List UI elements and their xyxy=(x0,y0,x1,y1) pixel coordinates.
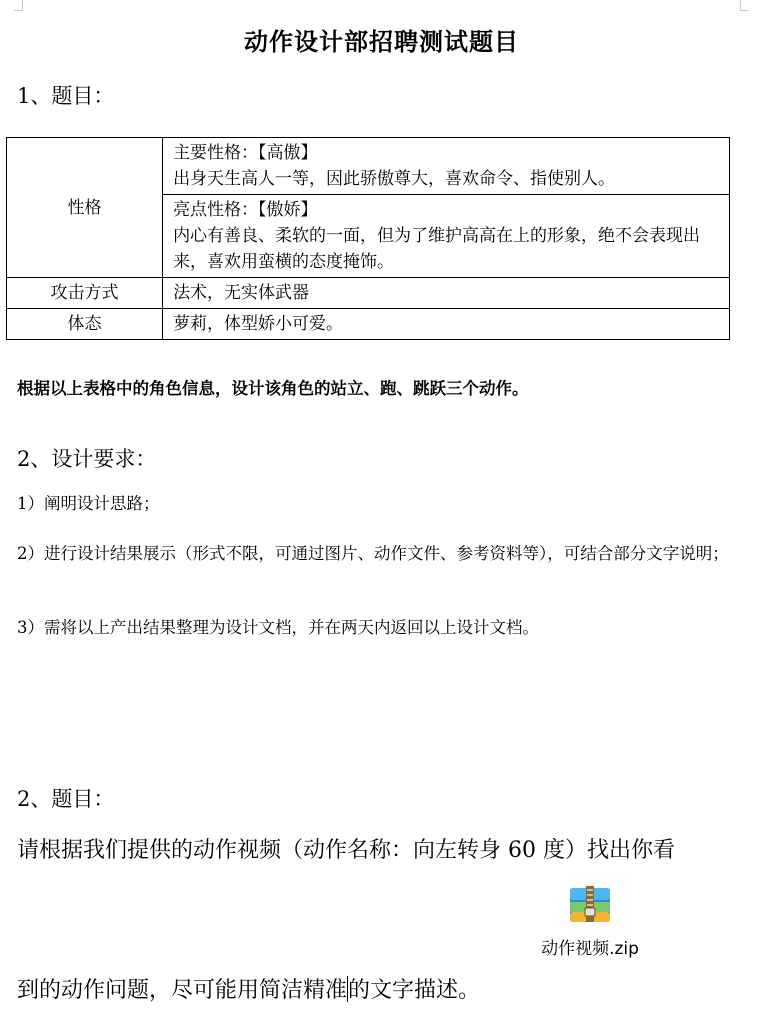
question-text-after-cursor: 的文字描述。 xyxy=(348,978,481,1003)
personality-label-cell: 性格 xyxy=(7,138,163,278)
section3-heading: 2、题目： xyxy=(17,787,115,811)
section1-heading: 1、题目： xyxy=(17,84,115,108)
attachment-filename: 动作视频.zip xyxy=(541,939,639,959)
requirement-item-3: 3）需将以上产出结果整理为设计文档，并在两天内返回以上设计文档。 xyxy=(17,618,539,637)
requirement-item-2: 2）进行设计结果展示（形式不限，可通过图片、动作文件、参考资料等），可结合部分文字说明； xyxy=(17,544,729,563)
main-trait-desc: 出身天生高人一等，因此骄傲尊大，喜欢命令、指使别人。 xyxy=(173,169,616,189)
body-value-cell: 萝莉，体型娇小可爱。 xyxy=(163,309,730,340)
table-row xyxy=(7,309,730,340)
zip-archive-icon xyxy=(568,884,612,924)
document-title: 动作设计部招聘测试题目 xyxy=(244,27,519,56)
table-row xyxy=(7,138,730,195)
main-trait-title: 主要性格：【高傲】 xyxy=(173,143,318,163)
table-row xyxy=(7,278,730,309)
section2-heading: 2、设计要求： xyxy=(17,447,157,471)
page-corner-mark-left xyxy=(14,0,23,11)
character-info-table xyxy=(6,137,730,340)
highlight-trait-desc: 内心有善良、柔软的一面，但为了维护高高在上的形象，绝不会表现出来，喜欢用蛮横的态度掩饰。 xyxy=(173,226,701,272)
design-instruction: 根据以上表格中的角色信息，设计该角色的站立、跑、跳跃三个动作。 xyxy=(17,379,529,398)
attack-label-cell: 攻击方式 xyxy=(7,278,163,309)
attack-value-cell: 法术，无实体武器 xyxy=(163,278,730,309)
main-trait-cell xyxy=(163,138,730,195)
requirement-item-1: 1）阐明设计思路； xyxy=(17,494,160,513)
page-corner-mark-right xyxy=(740,0,749,11)
question-text-line2 xyxy=(17,973,480,1004)
highlight-trait-title: 亮点性格：【傲娇】 xyxy=(173,200,318,220)
question-text-before-cursor: 到的动作问题，尽可能用简洁精准 xyxy=(17,978,348,1003)
body-label-cell: 体态 xyxy=(7,309,163,340)
question-text-line1: 请根据我们提供的动作视频（动作名称：向左转身 60 度）找出你看 xyxy=(17,838,675,863)
zip-attachment[interactable] xyxy=(530,884,650,959)
highlight-trait-cell xyxy=(163,195,730,278)
